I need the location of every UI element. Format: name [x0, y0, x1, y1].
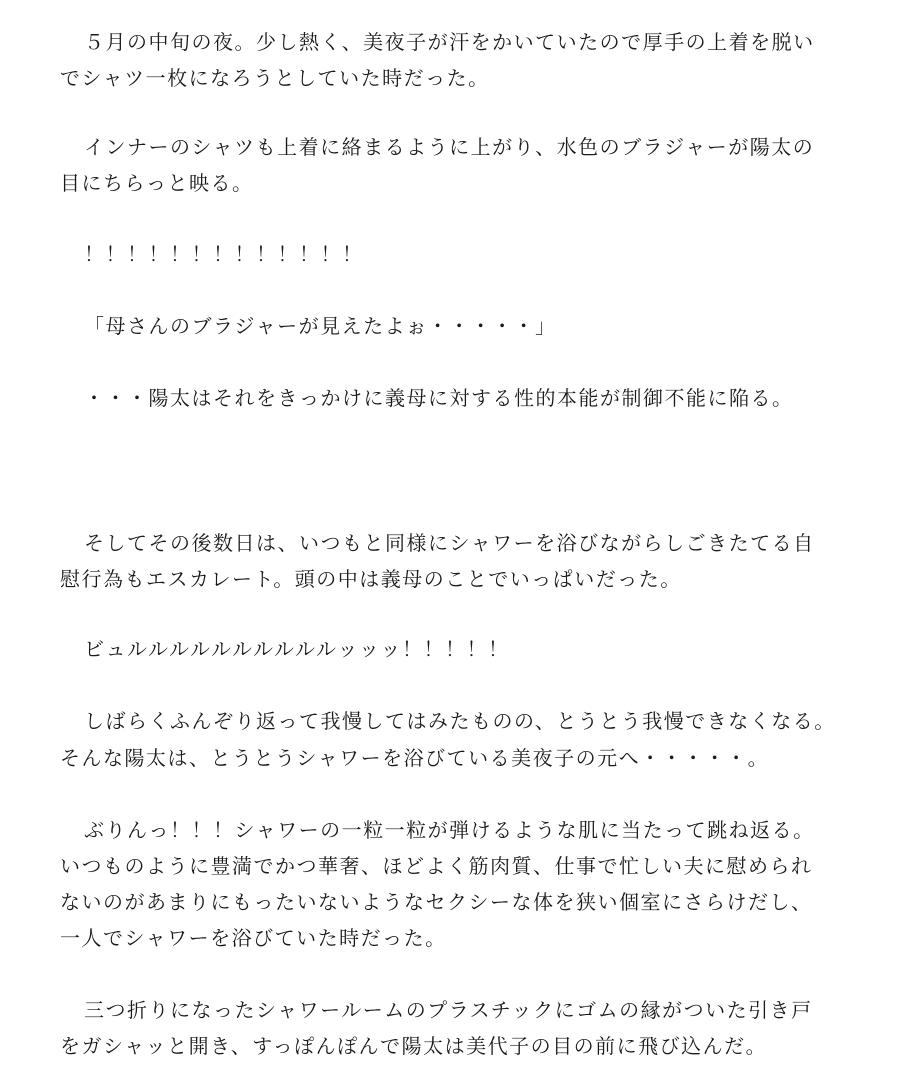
- paragraph-4-line-1: そしてその後数日は、いつもと同様にシャワーを浴びながらしごきたてる自: [84, 531, 815, 555]
- paragraph-1-line-1: ５月の中旬の夜。少し熱く、美夜子が汗をかいていたので厚手の上着を脱い: [84, 30, 815, 54]
- paragraph-6-line-2: いつものように豊満でかつ華奢、ほどよく筋肉質、仕事で忙しい夫に慰められ: [60, 854, 813, 878]
- paragraph-4-line-2: 慰行為もエスカレート。頭の中は義母のことでいっぱいだった。: [60, 567, 682, 591]
- paragraph-1-line-2: でシャツ一枚になろうとしていた時だった。: [60, 66, 490, 90]
- paragraph-5-line-2: そんな陽太は、とうとうシャワーを浴びている美夜子の元へ・・・・・。: [60, 746, 770, 770]
- paragraph-7-line-1: 三つ折りになったシャワールームのプラスチックにゴムの縁がついた引き戸: [84, 998, 813, 1022]
- paragraph-5-line-1: しばらくふんぞり返って我慢してはみたものの、とうとう我慢できなくなる。: [84, 709, 836, 733]
- paragraph-6-line-4: 一人でシャワーを浴びていた時だった。: [60, 926, 447, 950]
- paragraph-2-line-2: 目にちらっと映る。: [60, 171, 254, 195]
- paragraph-3-line-1: ・・・陽太はそれをきっかけに義母に対する性的本能が制御不能に陥る。: [84, 386, 794, 410]
- sound-effect-line: ビュルルルルルルルルルルッッッ！！！！！: [84, 637, 510, 661]
- paragraph-2-line-1: インナーのシャツも上着に絡まるように上がり、水色のブラジャーが陽太の: [84, 135, 815, 159]
- paragraph-7-line-2: をガシャッと開き、すっぽんぽんで陽太は美代子の目の前に飛び込んだ。: [60, 1034, 768, 1058]
- paragraph-6-line-1: ぶりんっ！！！シャワーの一粒一粒が弾けるような肌に当たって跳ね返る。: [84, 818, 815, 842]
- exclamation-line: ！！！！！！！！！！！！！: [84, 242, 364, 266]
- paragraph-6-line-3: ないのがあまりにもったいないようなセクシーな体を狭い個室にさらけだし、: [60, 890, 813, 914]
- dialogue-line: 「母さんのブラジャーが見えたよぉ・・・・・」: [84, 314, 557, 338]
